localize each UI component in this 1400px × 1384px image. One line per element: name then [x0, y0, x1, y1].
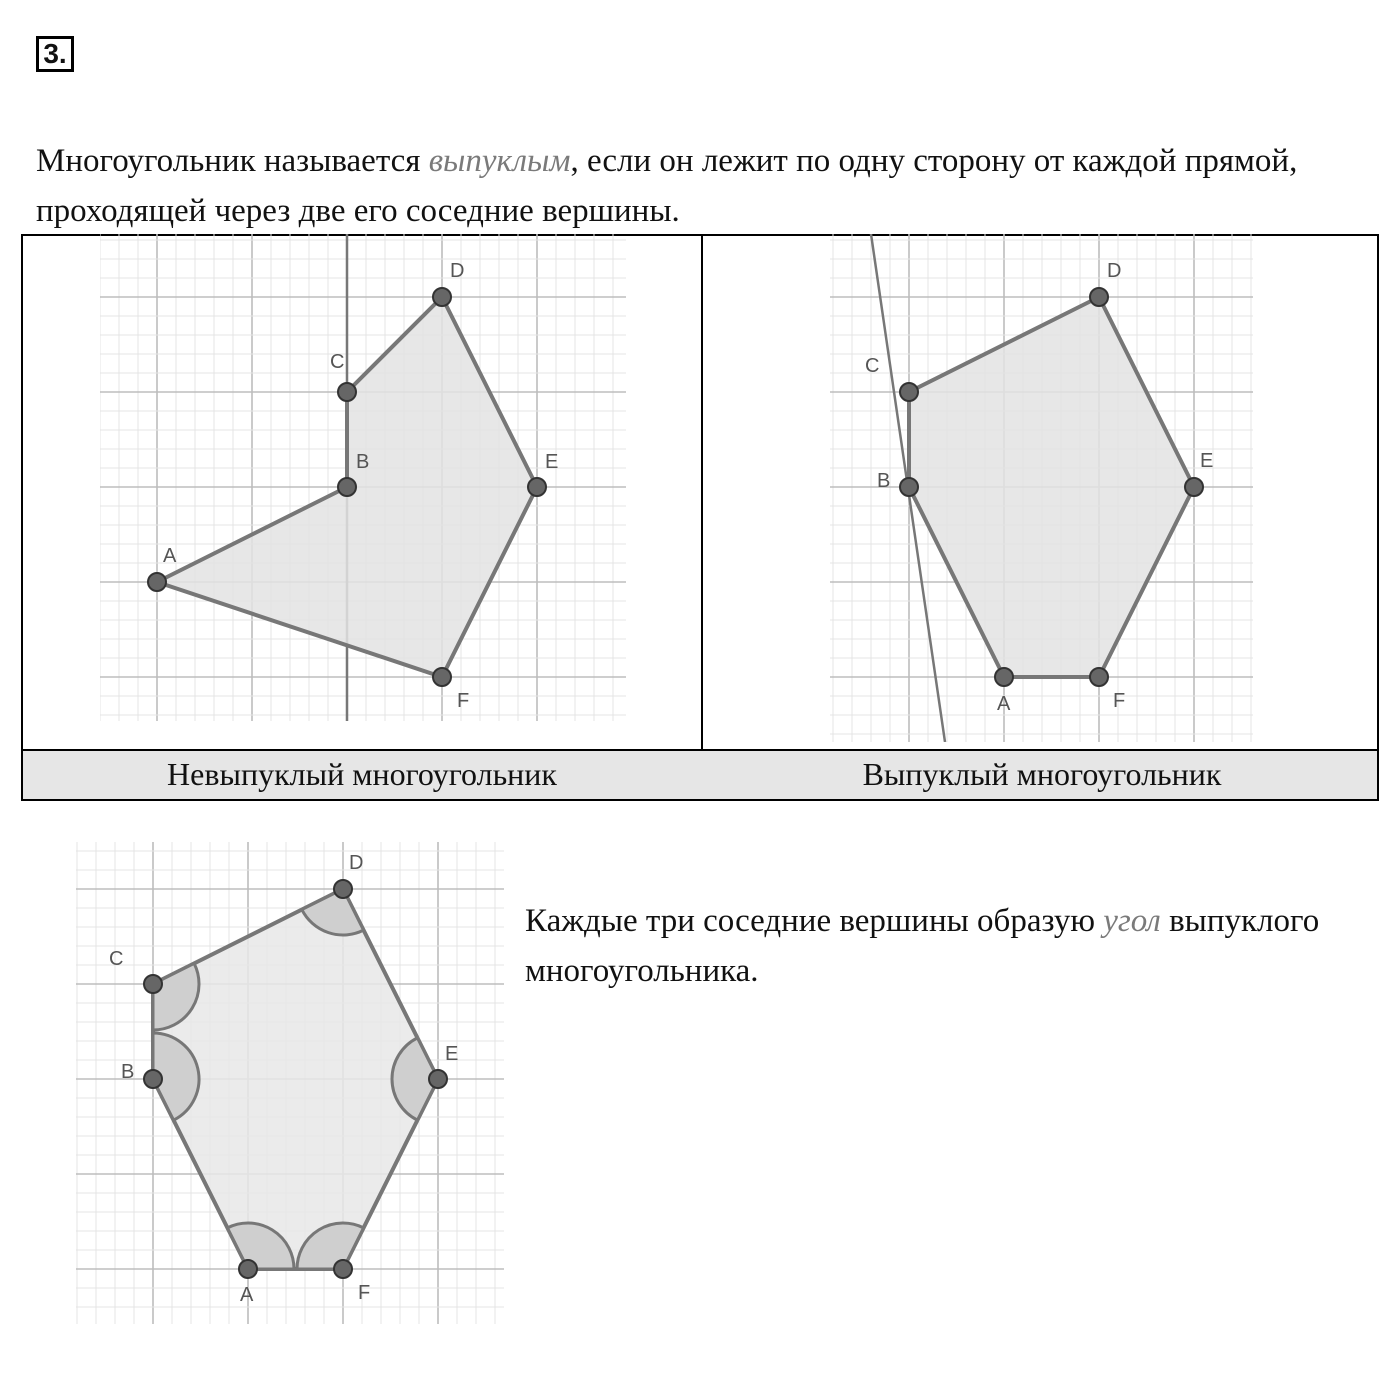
vertex-f: [334, 1260, 352, 1278]
convex-label-a: A: [997, 693, 1011, 715]
nonconvex-label-f: F: [457, 690, 470, 712]
vertex-d: [433, 288, 451, 306]
definition-text-after: , если он лежит по одну сторону от каждой прямой, проходящей через две его соседние вершины.: [36, 143, 1298, 229]
definition-term: выпуклым: [428, 143, 571, 179]
note-paragraph: [525, 896, 1325, 996]
convex-label-e: E: [1200, 450, 1214, 472]
vertex-f: [433, 668, 451, 686]
definition-paragraph: [36, 136, 1336, 236]
vertex-a: [148, 573, 166, 591]
vertex-c: [338, 383, 356, 401]
nonconvex-label-b: B: [356, 451, 370, 473]
vertex-e: [528, 478, 546, 496]
vertex-b: [338, 478, 356, 496]
nonconvex-label-a: A: [163, 545, 177, 567]
problem-number: 3.: [36, 36, 74, 72]
vertex-b: [900, 478, 918, 496]
angles-label-f: F: [358, 1282, 371, 1304]
note-term: угол: [1103, 903, 1161, 939]
nonconvex-figure: [100, 234, 626, 721]
vertex-a: [995, 668, 1013, 686]
vertex-c: [144, 975, 162, 993]
angles-label-b: B: [121, 1061, 135, 1083]
convex-figure: [830, 234, 1253, 742]
caption-row: [23, 749, 1377, 799]
note-text-before: Каждые три соседние вершины образую: [525, 903, 1104, 939]
vertex-f: [1090, 668, 1108, 686]
nonconvex-label-d: D: [450, 260, 465, 282]
angles-label-e: E: [445, 1043, 459, 1065]
nonconvex-caption: Невыпуклый многоугольник: [167, 756, 557, 792]
vertex-e: [429, 1070, 447, 1088]
definition-text-before: Многоугольник называется: [36, 143, 429, 179]
vertex-a: [239, 1260, 257, 1278]
nonconvex-label-e: E: [545, 451, 559, 473]
convex-label-f: F: [1113, 690, 1126, 712]
vertex-b: [144, 1070, 162, 1088]
angles-label-a: A: [240, 1284, 254, 1306]
angles-label-c: C: [109, 948, 124, 970]
note-text-after: выпуклого многоугольника.: [525, 903, 1320, 989]
vertex-c: [900, 383, 918, 401]
convex-label-d: D: [1107, 260, 1122, 282]
nonconvex-label-c: C: [330, 351, 345, 373]
vertex-d: [334, 880, 352, 898]
vertex-e: [1185, 478, 1203, 496]
convex-caption: Выпуклый многоугольник: [862, 756, 1222, 792]
vertex-d: [1090, 288, 1108, 306]
table-divider: [701, 236, 703, 799]
angles-label-d: D: [349, 852, 364, 874]
convex-label-c: C: [865, 355, 880, 377]
convex-label-b: B: [877, 470, 891, 492]
angles-figure: [76, 842, 504, 1324]
